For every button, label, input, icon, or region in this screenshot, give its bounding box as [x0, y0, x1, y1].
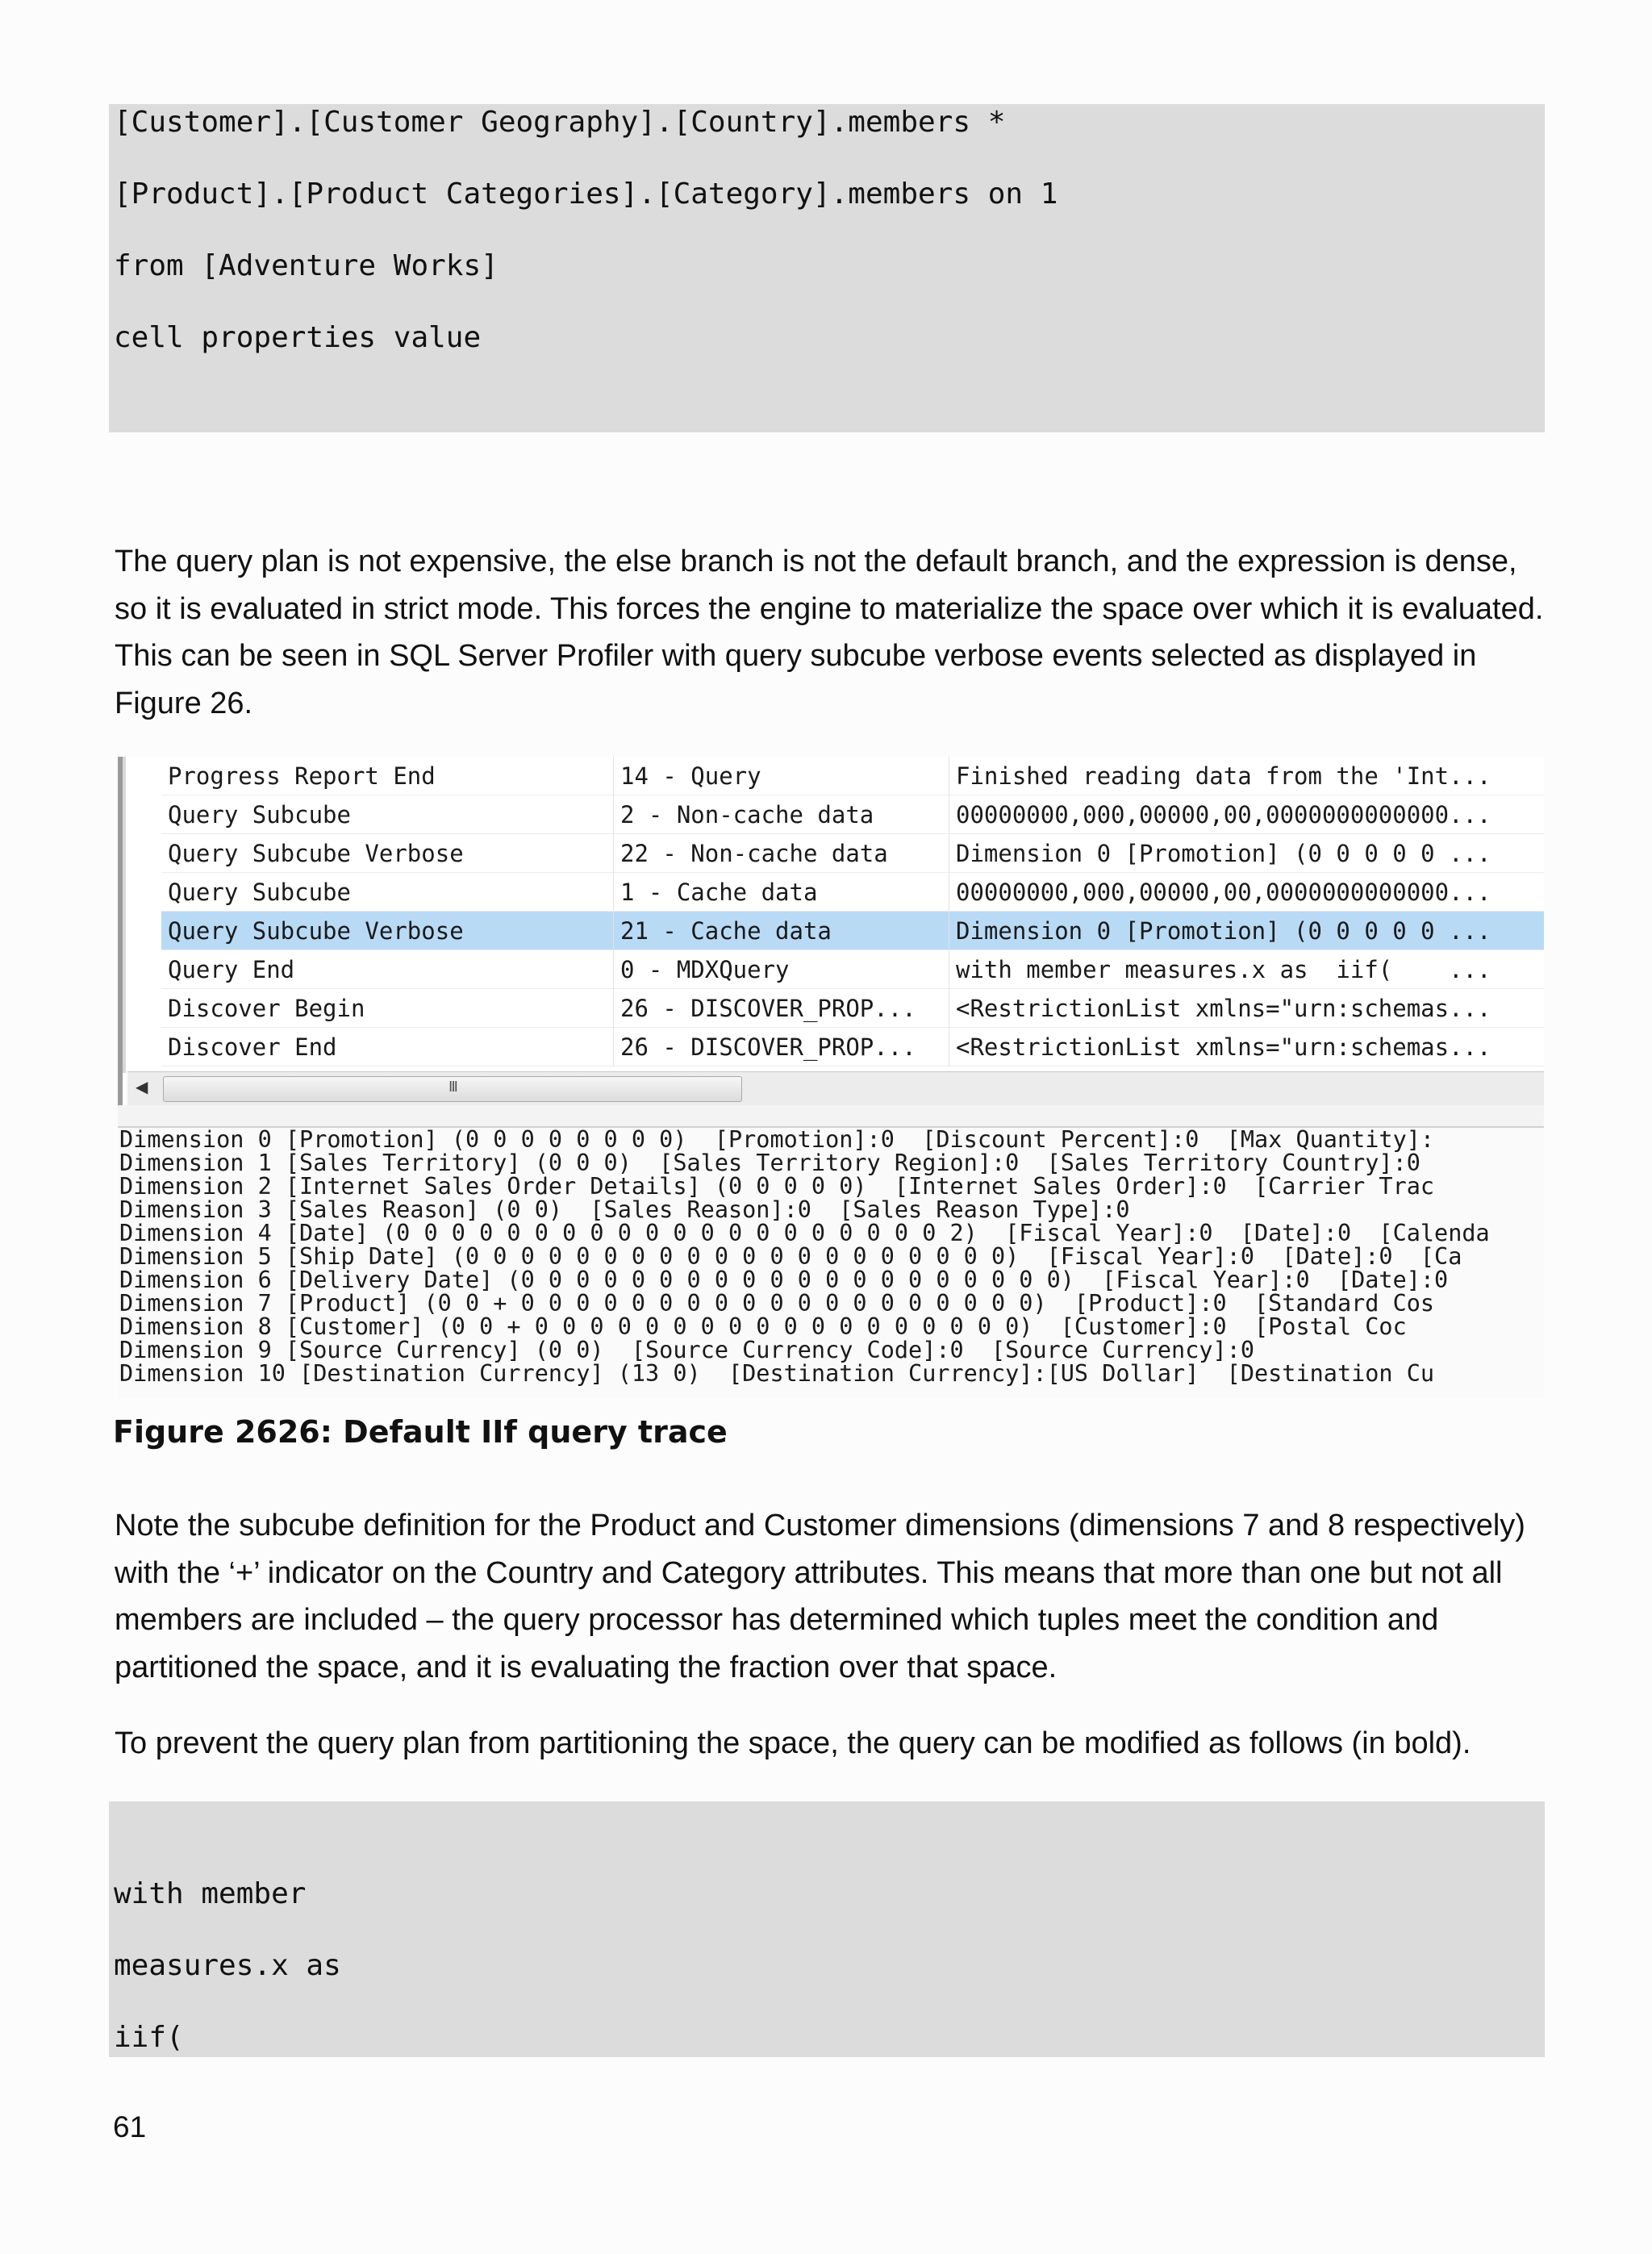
event-class-cell: Query Subcube Verbose: [168, 917, 464, 945]
detail-line: Dimension 5 [Ship Date] (0 0 0 0 0 0 0 0 0 0 0 0 0 0 0 0 0 0 0 0) [Fiscal Year]:0 [Date]:0 [Ca: [119, 1243, 1462, 1270]
event-class-cell: Discover Begin: [168, 995, 365, 1022]
body-paragraph: Note the subcube definition for the Product and Customer dimensions (dimensions 7 and 8 respectively) with the ‘+’ indicator on the Country and Category attributes. This means that more than one but not all members are included – the query processor has determined which tuples meet the condition and partitioned the space, and it is evaluating the fraction over that space.: [115, 1509, 1525, 1684]
detail-line: Dimension 2 [Internet Sales Order Details] (0 0 0 0 0) [Internet Sales Order]:0 [Carrier Trac: [119, 1173, 1435, 1200]
event-class-cell: Progress Report End: [168, 762, 436, 790]
pane-splitter[interactable]: [118, 1105, 1544, 1128]
body-paragraph: To prevent the query plan from partitioning the space, the query can be modified as follows (in bold).: [115, 1726, 1471, 1760]
scroll-left-arrow-icon[interactable]: ◀: [136, 1077, 148, 1096]
detail-line: Dimension 9 [Source Currency] (0 0) [Source Currency Code]:0 [Source Currency]:0: [119, 1337, 1254, 1363]
trace-row[interactable]: [127, 1028, 1544, 1066]
code-line: cell properties value: [114, 321, 482, 354]
event-subclass-cell: 21 - Cache data: [620, 917, 832, 945]
trace-row[interactable]: [127, 795, 1544, 834]
code-line: [Product].[Product Categories].[Category].members on 1: [114, 177, 1058, 211]
detail-line: Dimension 8 [Customer] (0 0 + 0 0 0 0 0 0 0 0 0 0 0 0 0 0 0 0 0 0) [Customer]:0 [Postal Coc: [119, 1313, 1407, 1340]
code-line: measures.x as: [114, 1949, 341, 1982]
text-data-cell: 00000000,000,00000,00,0000000000000...: [956, 801, 1491, 829]
body-paragraph: The query plan is not expensive, the else branch is not the default branch, and the expression is dense, so it is evaluated in strict mode. This forces the engine to materialize the space over which it is evaluated. This can be seen in SQL Server Profiler with query subcube verbose events selected as displayed in Figure 26.: [115, 545, 1544, 720]
event-subclass-cell: 0 - MDXQuery: [620, 956, 790, 983]
event-subclass-cell: 26 - DISCOVER_PROP...: [620, 995, 916, 1022]
event-class-cell: Discover End: [168, 1033, 337, 1061]
detail-line: Dimension 0 [Promotion] (0 0 0 0 0 0 0 0) [Promotion]:0 [Discount Percent]:0 [Max Quantity]:: [119, 1128, 1435, 1153]
trace-detail-pane[interactable]: [118, 1128, 1544, 1398]
text-data-cell: Dimension 0 [Promotion] (0 0 0 0 0 ...: [956, 840, 1491, 867]
text-data-cell: <RestrictionList xmlns="urn:schemas...: [956, 995, 1491, 1022]
event-subclass-cell: 14 - Query: [620, 762, 761, 790]
trace-row[interactable]: [127, 950, 1544, 989]
text-data-cell: Dimension 0 [Promotion] (0 0 0 0 0 ...: [956, 917, 1491, 945]
detail-line: Dimension 4 [Date] (0 0 0 0 0 0 0 0 0 0 0 0 0 0 0 0 0 0 0 0 2) [Fiscal Year]:0 [Date]:0 [Calenda: [119, 1220, 1490, 1246]
event-class-cell: Query End: [168, 956, 295, 983]
text-data-cell: 00000000,000,00000,00,0000000000000...: [956, 879, 1491, 906]
figure-caption: Figure 2626: Default IIf query trace: [113, 1414, 728, 1450]
page-number: 61: [113, 2110, 147, 2143]
code-block-top: [109, 104, 1545, 432]
profiler-trace-screenshot: [118, 757, 1544, 1398]
detail-line: Dimension 3 [Sales Reason] (0 0) [Sales Reason]:0 [Sales Reason Type]:0: [119, 1196, 1130, 1223]
scrollbar-thumb[interactable]: [163, 1076, 742, 1102]
horizontal-scrollbar[interactable]: [127, 1071, 1544, 1106]
detail-line: Dimension 6 [Delivery Date] (0 0 0 0 0 0 0 0 0 0 0 0 0 0 0 0 0 0 0 0) [Fiscal Year]:0 [Date]:0: [119, 1267, 1449, 1293]
trace-row[interactable]: [127, 989, 1544, 1028]
trace-row[interactable]: [127, 834, 1544, 873]
event-class-cell: Query Subcube: [168, 801, 351, 829]
event-subclass-cell: 2 - Non-cache data: [620, 801, 874, 829]
event-subclass-cell: 26 - DISCOVER_PROP...: [620, 1033, 916, 1061]
detail-line: Dimension 10 [Destination Currency] (13 0) [Destination Currency]:[US Dollar] [Destination Cu: [119, 1360, 1435, 1387]
trace-row[interactable]: [127, 757, 1544, 795]
text-data-cell: <RestrictionList xmlns="urn:schemas...: [956, 1033, 1491, 1061]
code-line: [Customer].[Customer Geography].[Country].members *: [114, 106, 1006, 139]
event-subclass-cell: 22 - Non-cache data: [620, 840, 888, 867]
text-data-cell: Finished reading data from the 'Int...: [956, 762, 1491, 790]
code-line: with member: [114, 1877, 307, 1910]
text-data-cell: with member measures.x as iif( ...: [956, 956, 1491, 983]
code-block-bottom: [109, 1801, 1545, 2057]
trace-row-selected[interactable]: [127, 912, 1544, 950]
scrollbar-grip-icon: III: [448, 1079, 457, 1096]
detail-line: Dimension 1 [Sales Territory] (0 0 0) [Sales Territory Region]:0 [Sales Territory Country]:0: [119, 1150, 1420, 1176]
detail-line: Dimension 7 [Product] (0 0 + 0 0 0 0 0 0 0 0 0 0 0 0 0 0 0 0 0 0 0) [Product]:0 [Standard Cos: [119, 1290, 1435, 1317]
trace-row[interactable]: [127, 873, 1544, 912]
code-line: iif(: [114, 2021, 184, 2054]
row-selector-gutter: [123, 757, 126, 1073]
event-class-cell: Query Subcube: [168, 879, 351, 906]
event-subclass-cell: 1 - Cache data: [620, 879, 818, 906]
event-class-cell: Query Subcube Verbose: [168, 840, 464, 867]
code-line: from [Adventure Works]: [114, 249, 499, 282]
